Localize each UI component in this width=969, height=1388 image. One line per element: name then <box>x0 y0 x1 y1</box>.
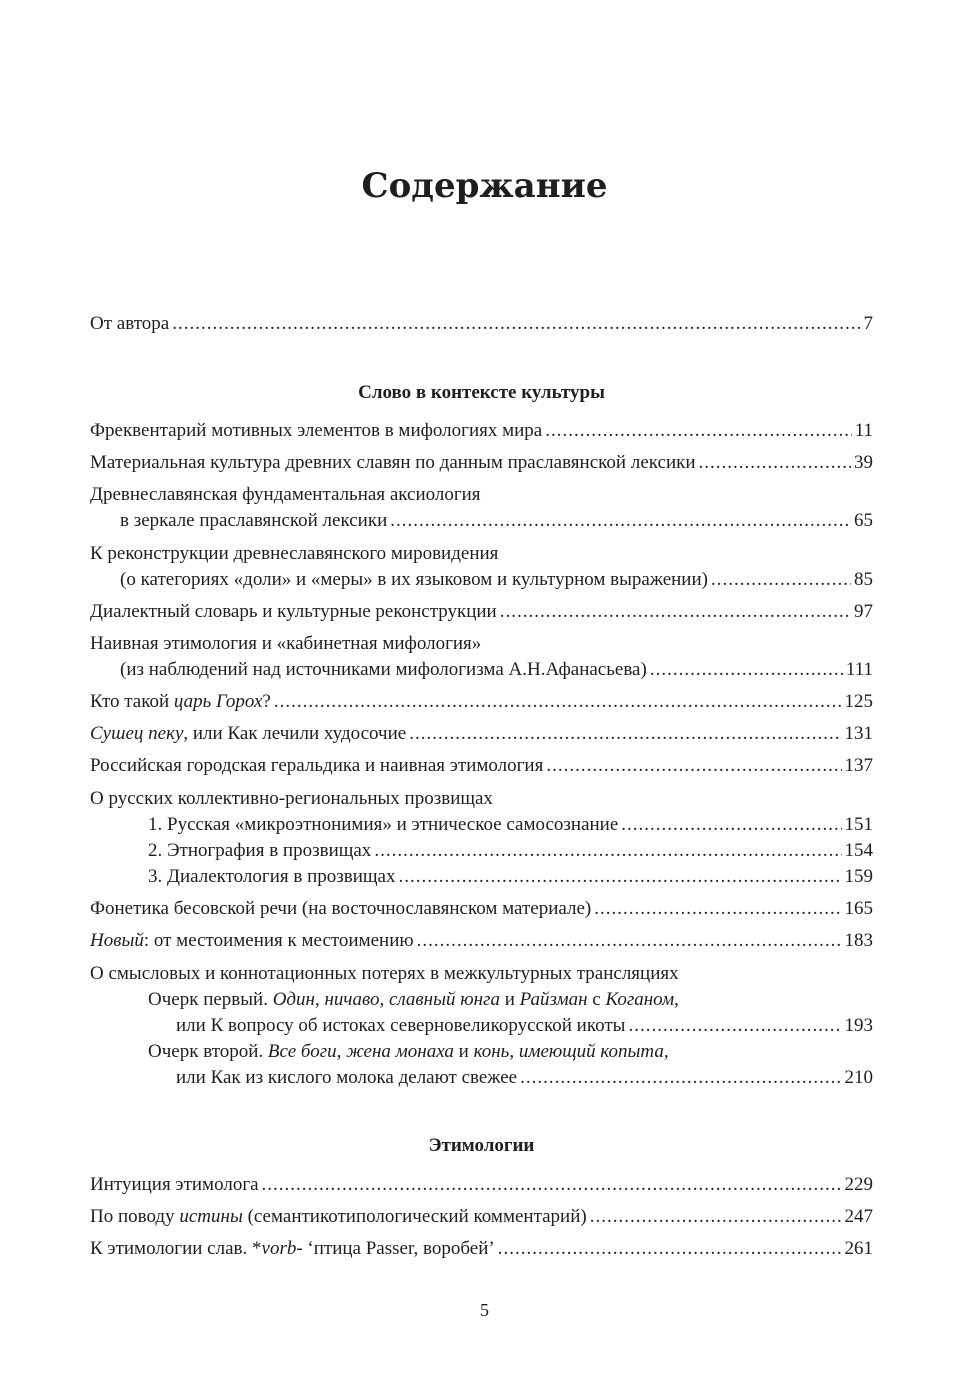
entry-title-line1: К реконструкции древнеславянского мировидения <box>90 543 499 564</box>
title-italic: имеющий копыта <box>518 1041 664 1062</box>
title-italic: Райзман <box>519 989 588 1010</box>
toc-entry[interactable] <box>120 658 873 682</box>
leader-dots <box>417 929 842 953</box>
entry-title-line2: (из наблюдений над источниками мифологизма А.Н.Афанасьева) <box>120 659 647 680</box>
leader-dots <box>590 1205 842 1229</box>
leader-dots <box>409 722 841 746</box>
page-ref: 7 <box>863 313 873 334</box>
page-ref: 97 <box>854 601 873 622</box>
toc-entry[interactable] <box>90 1237 873 1261</box>
section-heading: Слово в контексте культуры <box>358 382 605 403</box>
leader-dots <box>172 312 860 336</box>
leader-dots <box>650 658 843 682</box>
toc-entry[interactable] <box>120 568 873 592</box>
leader-dots <box>398 865 841 889</box>
title-text: и <box>499 989 520 1010</box>
toc-subentry[interactable] <box>148 865 873 889</box>
entry-title: Российская городская геральдика и наивная этимология <box>90 755 544 776</box>
toc-entry[interactable] <box>90 754 873 778</box>
leader-dots <box>711 568 851 592</box>
toc-entry[interactable] <box>90 929 873 953</box>
leader-dots <box>262 1173 842 1197</box>
title-text: Кто такой <box>90 691 174 712</box>
entry-title <box>90 1237 495 1261</box>
page-ref: 165 <box>844 898 873 919</box>
toc-entry[interactable] <box>90 419 873 443</box>
toc-entry[interactable] <box>90 897 873 921</box>
entry-title-line2: в зеркале праславянской лексики <box>120 510 388 531</box>
page-ref: 131 <box>844 723 873 744</box>
page-ref: 111 <box>845 659 873 680</box>
entry-title: Материальная культура древних славян по данным праславянской лексики <box>90 452 696 473</box>
entry-title: 3. Диалектология в прозвищах <box>148 866 396 887</box>
leader-dots <box>699 451 851 475</box>
page-ref: 154 <box>844 840 873 861</box>
page-title: Содержание <box>361 166 608 206</box>
page-ref: 159 <box>844 866 873 887</box>
section-heading: Этимологии <box>428 1135 535 1156</box>
toc-entry[interactable] <box>90 1173 873 1197</box>
entry-group-title: О смысловых и коннотационных потерях в межкультурных трансляциях <box>90 963 679 984</box>
title-italic: Один <box>272 989 315 1010</box>
leader-dots <box>274 690 842 714</box>
leader-dots <box>498 1237 842 1261</box>
title-text: Очерк второй. <box>148 1041 268 1062</box>
title-text: ‘птица Passer, воробей’ <box>302 1238 495 1259</box>
title-text: ? <box>262 691 271 712</box>
entry-title: Фонетика бесовской речи (на восточнославянском материале) <box>90 898 592 919</box>
entry-title: Фреквентарий мотивных элементов в мифологиях мира <box>90 420 543 441</box>
title-text: , <box>336 1041 347 1062</box>
page-ref: 151 <box>844 814 873 835</box>
title-italic: Все боги <box>267 1041 337 1062</box>
entry-title-line1: Наивная этимология и «кабинетная мифология» <box>90 633 482 654</box>
leader-dots <box>628 1014 841 1038</box>
page-ref: 137 <box>844 755 873 776</box>
page-ref: 125 <box>844 691 873 712</box>
entry-title-line2: (о категориях «доли» и «меры» в их языковом и культурном выражении) <box>120 569 708 590</box>
title-text: , <box>674 989 679 1010</box>
page-ref: 247 <box>844 1206 873 1227</box>
essay-title-line1 <box>148 1040 669 1064</box>
title-italic: ничаво <box>324 989 380 1010</box>
page-ref: 183 <box>844 930 873 951</box>
title-italic: Коганом <box>605 989 675 1010</box>
entry-title: Интуиция этимолога <box>90 1174 259 1195</box>
entry-title: 2. Этнография в прозвищах <box>148 840 372 861</box>
page-number: 5 <box>480 1300 489 1320</box>
essay-title-line2: или Как из кислого молока делают свежее <box>176 1067 518 1088</box>
toc-entry[interactable] <box>90 722 873 746</box>
essay-title-line1 <box>148 988 679 1012</box>
leader-dots <box>374 839 841 863</box>
page-ref: 11 <box>854 420 873 441</box>
entry-title: 1. Русская «микроэтнонимия» и этническое самосознание <box>148 814 619 835</box>
essay-title-line2: или К вопросу об истоках северновеликорусской икоты <box>176 1015 626 1036</box>
leader-dots <box>594 897 841 921</box>
entry-title: Диалектный словарь и культурные реконструкции <box>90 601 497 622</box>
page-ref: 85 <box>854 569 873 590</box>
page-ref: 193 <box>844 1015 873 1036</box>
entry-title <box>90 690 271 714</box>
toc-subentry[interactable] <box>176 1066 873 1090</box>
entry-title <box>90 722 406 746</box>
title-text: , <box>663 1041 669 1062</box>
toc-subentry[interactable] <box>148 813 873 837</box>
title-italic: славный юнга <box>388 989 500 1010</box>
entry-title <box>90 929 414 953</box>
entry-title <box>90 1205 587 1229</box>
toc-entry[interactable] <box>90 1205 873 1229</box>
title-italic: жена монаха <box>346 1041 454 1062</box>
title-text: (семантикотипологический комментарий) <box>242 1206 587 1227</box>
title-italic: царь Горох <box>173 691 263 712</box>
title-text: , <box>509 1041 519 1062</box>
entry-title: От автора <box>90 313 170 334</box>
title-text: По поводу <box>90 1206 180 1227</box>
page-ref: 39 <box>854 452 873 473</box>
entry-group-title: О русских коллективно-региональных прозвищах <box>90 788 493 809</box>
title-text: Очерк первый. <box>148 989 273 1010</box>
title-text: , <box>379 989 389 1010</box>
entry-title-line1: Древнеславянская фундаментальная аксиология <box>90 484 481 505</box>
title-italic: истины <box>179 1206 243 1227</box>
leader-dots <box>500 600 851 624</box>
title-text: с <box>587 989 606 1010</box>
page-ref: 65 <box>854 510 873 531</box>
toc-subentry[interactable] <box>148 839 873 863</box>
leader-dots <box>545 419 851 443</box>
title-italic: конь <box>473 1041 510 1062</box>
title-italic: vorb- <box>261 1238 303 1259</box>
page-ref: 210 <box>844 1067 873 1088</box>
toc-entry[interactable] <box>90 600 873 624</box>
title-text: : от местоимения к местоимению <box>143 930 414 951</box>
page-ref: 261 <box>844 1238 873 1259</box>
leader-dots <box>546 754 841 778</box>
page-ref: 229 <box>844 1174 873 1195</box>
toc-entry-intro[interactable] <box>90 312 873 336</box>
title-text: К этимологии слав. * <box>90 1238 262 1259</box>
leader-dots <box>621 813 841 837</box>
title-text: , или Как лечили худосочие <box>183 723 407 744</box>
title-italic: Сушец пеку <box>90 723 184 744</box>
leader-dots <box>390 509 851 533</box>
toc-entry[interactable] <box>90 451 873 475</box>
leader-dots <box>520 1066 841 1090</box>
toc-entry[interactable] <box>120 509 873 533</box>
title-text: и <box>453 1041 474 1062</box>
title-italic: Новый <box>90 930 144 951</box>
toc-entry[interactable] <box>90 690 873 714</box>
toc-subentry[interactable] <box>176 1014 873 1038</box>
title-text: , <box>314 989 325 1010</box>
